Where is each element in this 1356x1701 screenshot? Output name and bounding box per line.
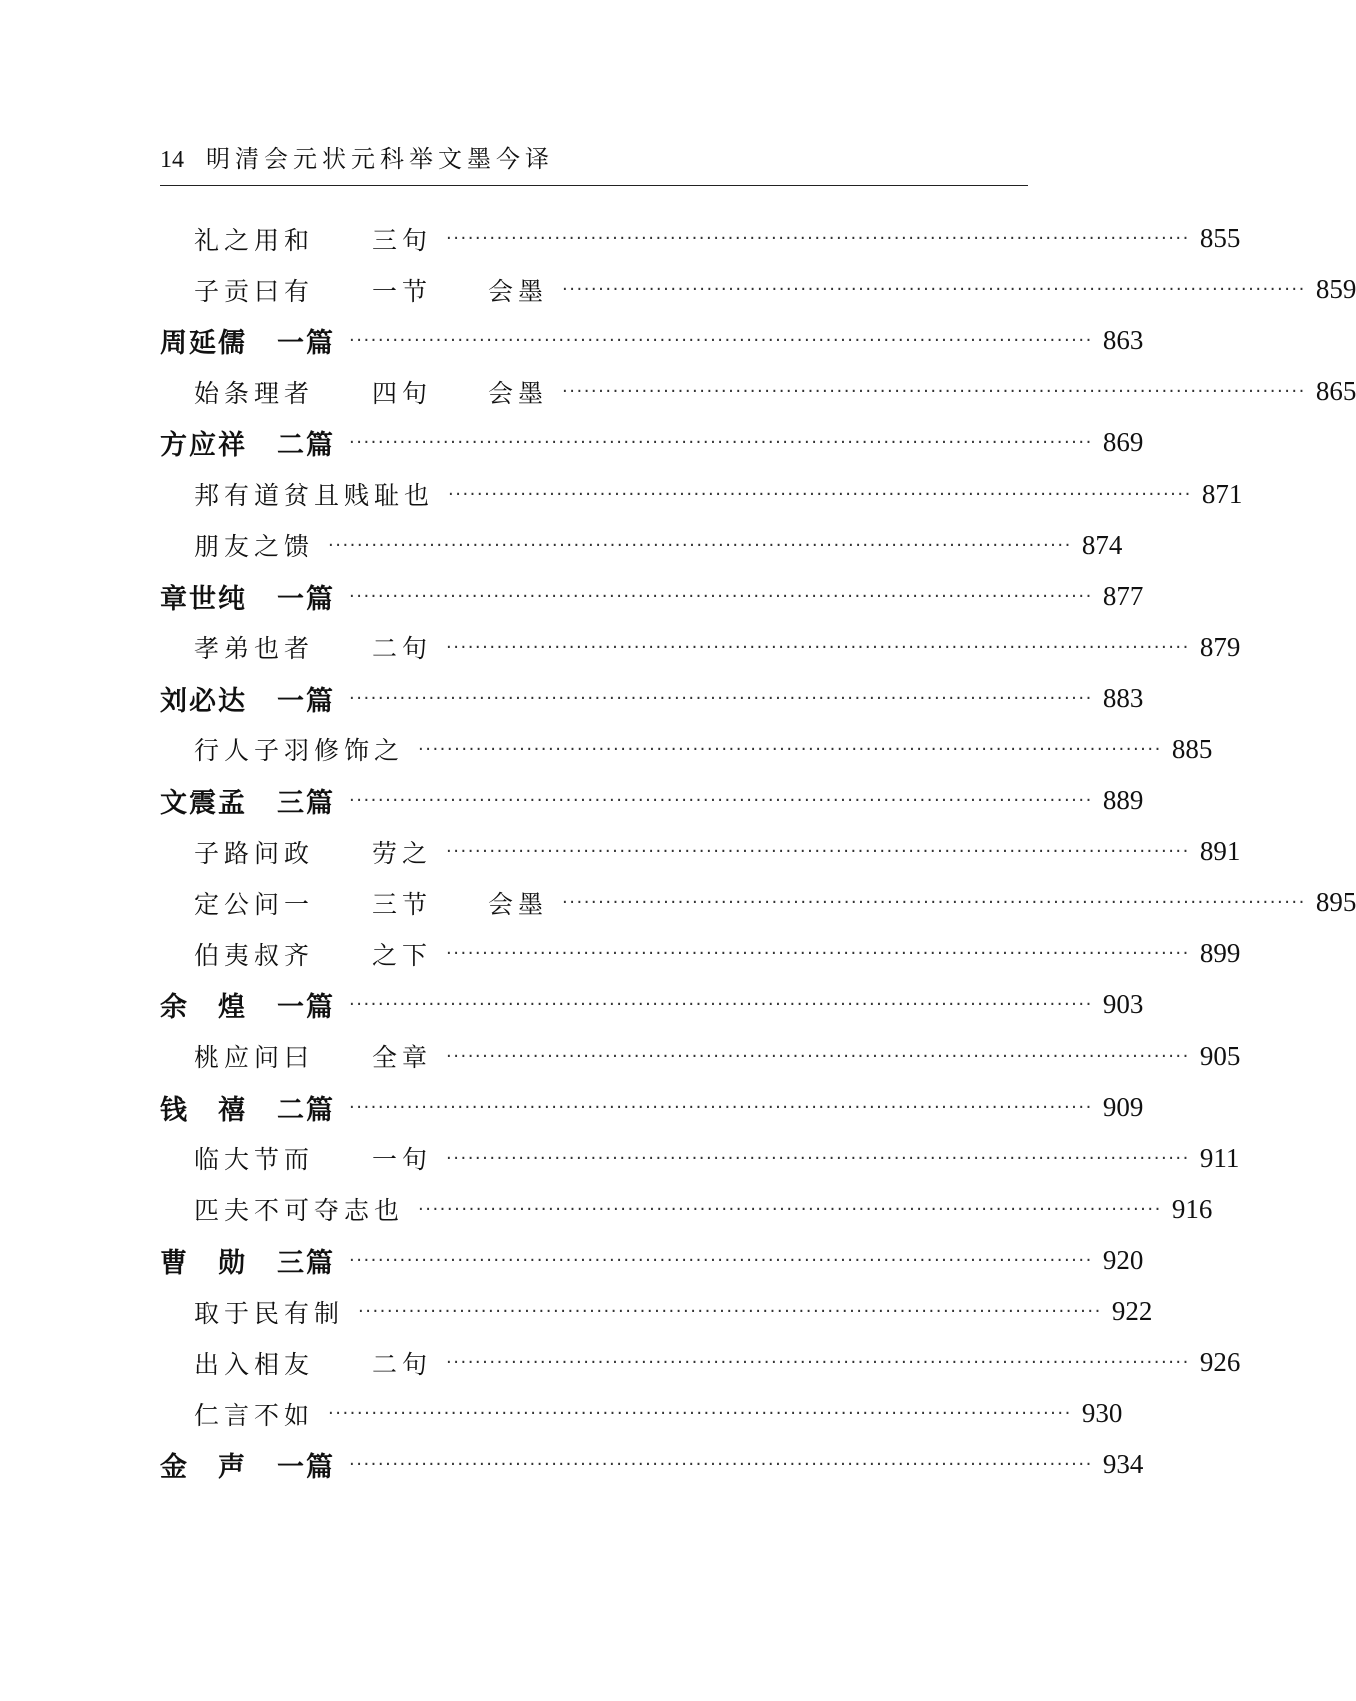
toc-entry-title xyxy=(160,834,432,870)
toc-entry-row[interactable] xyxy=(160,1031,1241,1082)
dot-leader: ······································································································· xyxy=(349,790,1093,812)
dot-leader: ······································································································· xyxy=(562,892,1306,914)
toc-page-number: 920 xyxy=(1102,1244,1144,1275)
toc-author-row[interactable] xyxy=(160,315,1144,366)
toc-entry-row[interactable] xyxy=(160,366,1356,417)
dot-leader: ······································································································· xyxy=(349,1454,1093,1476)
toc-title-segment: 四句 xyxy=(372,378,433,408)
toc-entry-row[interactable] xyxy=(160,1388,1123,1439)
toc-author-title xyxy=(160,423,335,462)
toc-entry-title xyxy=(160,1191,404,1227)
toc-title-segment: 始条理者 xyxy=(194,378,315,408)
toc-author-row[interactable] xyxy=(160,673,1144,724)
dot-leader: ······································································································· xyxy=(562,381,1306,403)
toc-title-segment: 仁言不如 xyxy=(194,1400,315,1430)
dot-leader: ······································································································· xyxy=(448,483,1192,505)
book-title: 明清会元状元科举文墨今译 xyxy=(206,145,554,173)
toc-title-segment: 二句 xyxy=(372,1349,433,1379)
toc-author-row[interactable] xyxy=(160,417,1144,468)
toc-title-segment: 朋友之馈 xyxy=(194,532,315,562)
dot-leader: ······································································································· xyxy=(349,687,1093,709)
toc-title-segment: 取于民有制 xyxy=(194,1298,345,1328)
dot-leader: ······································································································· xyxy=(446,636,1190,658)
toc-title-segment: 一篇 xyxy=(277,685,335,717)
toc-author-row[interactable] xyxy=(160,1439,1144,1490)
toc-title-segment: 一句 xyxy=(372,1145,433,1175)
dot-leader: ······································································································· xyxy=(349,1096,1093,1118)
toc-entry-row[interactable] xyxy=(160,1184,1213,1235)
toc-entry-title xyxy=(160,527,314,563)
dot-leader: ······································································································· xyxy=(349,432,1093,454)
toc-author-row[interactable] xyxy=(160,1235,1144,1286)
toc-title-segment: 孝弟也者 xyxy=(194,634,315,664)
toc-page-number: 855 xyxy=(1199,223,1241,254)
toc-page-number: 905 xyxy=(1199,1040,1241,1071)
toc-entry-row[interactable] xyxy=(160,264,1356,315)
header-rule xyxy=(160,185,1028,186)
toc-entry-row[interactable] xyxy=(160,520,1123,571)
toc-entry-title xyxy=(160,731,404,767)
toc-author-row[interactable] xyxy=(160,1082,1144,1133)
toc-entry-row[interactable] xyxy=(160,1133,1240,1184)
toc-entry-row[interactable] xyxy=(160,468,1243,519)
toc-title-segment: 礼之用和 xyxy=(194,225,315,255)
toc-author-title xyxy=(160,321,335,360)
toc-author-title xyxy=(160,985,335,1024)
toc-title-segment: 一节 xyxy=(372,276,433,306)
toc-title-segment: 三篇 xyxy=(277,788,335,820)
dot-leader: ······································································································· xyxy=(418,738,1162,760)
toc-author-title xyxy=(160,577,335,616)
toc-author-title xyxy=(160,679,335,718)
toc-title-segment: 会墨 xyxy=(488,889,549,919)
toc-page-number: 869 xyxy=(1102,427,1144,458)
toc-page-number: 911 xyxy=(1199,1142,1240,1173)
toc-page-number: 899 xyxy=(1199,938,1241,969)
toc-entry-row[interactable] xyxy=(160,213,1241,264)
toc-page-number: 871 xyxy=(1201,478,1243,509)
toc-title-segment: 金 声 xyxy=(160,1452,247,1484)
dot-leader: ······································································································· xyxy=(349,330,1093,352)
toc-title-segment: 会墨 xyxy=(488,276,549,306)
toc-page-number: 863 xyxy=(1102,325,1144,356)
running-header xyxy=(160,142,1028,177)
toc-title-segment: 会墨 xyxy=(488,378,549,408)
toc-title-segment: 子路问政 xyxy=(194,838,315,868)
toc-page-number: 883 xyxy=(1102,682,1144,713)
dot-leader: ······································································································· xyxy=(446,943,1190,965)
toc-entry-row[interactable] xyxy=(160,1337,1241,1388)
toc-entry-row[interactable] xyxy=(160,826,1241,877)
toc-entry-title xyxy=(160,885,548,921)
toc-page-number: 934 xyxy=(1102,1449,1144,1480)
toc-title-segment: 三句 xyxy=(372,225,433,255)
page-number: 14 xyxy=(160,147,184,173)
dot-leader: ······································································································· xyxy=(328,534,1072,556)
toc-title-segment: 匹夫不可夺志也 xyxy=(194,1196,405,1226)
toc-author-title xyxy=(160,781,335,820)
toc-entry-title xyxy=(160,1140,432,1176)
toc-title-segment: 余 煌 xyxy=(160,992,247,1024)
toc-author-title xyxy=(160,1241,335,1280)
toc-title-segment: 临大节而 xyxy=(194,1145,315,1175)
toc-entry-row[interactable] xyxy=(160,877,1356,928)
toc-title-segment: 桃应问曰 xyxy=(194,1043,315,1073)
toc-entry-title xyxy=(160,374,548,410)
toc-page-number: 874 xyxy=(1081,529,1123,560)
toc-title-segment: 章世纯 xyxy=(160,583,247,615)
table-of-contents xyxy=(160,213,1356,1490)
toc-entry-title xyxy=(160,1345,432,1381)
toc-entry-title xyxy=(160,476,434,512)
toc-page-number: 922 xyxy=(1111,1296,1153,1327)
dot-leader: ······································································································· xyxy=(418,1198,1162,1220)
toc-page-number: 903 xyxy=(1102,989,1144,1020)
toc-author-row[interactable] xyxy=(160,571,1144,622)
dot-leader: ······································································································· xyxy=(358,1301,1102,1323)
toc-title-segment: 一篇 xyxy=(277,992,335,1024)
toc-entry-title xyxy=(160,936,432,972)
toc-title-segment: 全章 xyxy=(372,1043,433,1073)
toc-entry-row[interactable] xyxy=(160,724,1213,775)
toc-title-segment: 子贡曰有 xyxy=(194,276,315,306)
toc-page-number: 865 xyxy=(1315,376,1356,407)
toc-title-segment: 邦有道贫且贱耻也 xyxy=(194,481,435,511)
toc-page-number: 889 xyxy=(1102,785,1144,816)
toc-entry-row[interactable] xyxy=(160,928,1241,979)
toc-title-segment: 钱 禧 xyxy=(160,1094,247,1126)
toc-page-number: 909 xyxy=(1102,1091,1144,1122)
toc-title-segment: 三篇 xyxy=(277,1247,335,1279)
toc-title-segment: 曹 勋 xyxy=(160,1247,247,1279)
toc-title-segment: 一篇 xyxy=(277,328,335,360)
dot-leader: ······································································································· xyxy=(446,228,1190,250)
toc-title-segment: 文震孟 xyxy=(160,788,247,820)
toc-page-number: 930 xyxy=(1081,1398,1123,1429)
toc-title-segment: 定公问一 xyxy=(194,889,315,919)
toc-title-segment: 刘必达 xyxy=(160,685,247,717)
toc-author-row[interactable] xyxy=(160,979,1144,1030)
toc-entry-title xyxy=(160,629,432,665)
dot-leader: ······································································································· xyxy=(349,585,1093,607)
toc-title-segment: 一篇 xyxy=(277,583,335,615)
dot-leader: ······································································································· xyxy=(446,1147,1190,1169)
toc-title-segment: 周延儒 xyxy=(160,328,247,360)
dot-leader: ······································································································· xyxy=(349,994,1093,1016)
toc-title-segment: 出入相友 xyxy=(194,1349,315,1379)
toc-title-segment: 劳之 xyxy=(372,838,433,868)
toc-page-number: 877 xyxy=(1102,580,1144,611)
toc-page-number: 916 xyxy=(1171,1193,1213,1224)
dot-leader: ······································································································· xyxy=(446,1352,1190,1374)
toc-title-segment: 方应祥 xyxy=(160,430,247,462)
toc-page-number: 885 xyxy=(1171,733,1213,764)
dot-leader: ······································································································· xyxy=(446,1045,1190,1067)
toc-title-segment: 伯夷叔齐 xyxy=(194,940,315,970)
dot-leader: ······································································································· xyxy=(349,1249,1093,1271)
toc-entry-title xyxy=(160,1294,344,1330)
toc-page-number: 891 xyxy=(1199,836,1241,867)
toc-title-segment: 二篇 xyxy=(277,1094,335,1126)
toc-page-number: 879 xyxy=(1199,631,1241,662)
toc-author-title xyxy=(160,1088,335,1127)
toc-page-number: 895 xyxy=(1315,887,1356,918)
toc-title-segment: 二句 xyxy=(372,634,433,664)
toc-author-title xyxy=(160,1445,335,1484)
toc-page-number: 926 xyxy=(1199,1347,1241,1378)
toc-title-segment: 一篇 xyxy=(277,1452,335,1484)
toc-title-segment: 行人子羽修饰之 xyxy=(194,736,405,766)
dot-leader: ······································································································· xyxy=(562,279,1306,301)
toc-author-row[interactable] xyxy=(160,775,1144,826)
toc-entry-title xyxy=(160,1038,432,1074)
toc-entry-row[interactable] xyxy=(160,1286,1153,1337)
toc-title-segment: 二篇 xyxy=(277,430,335,462)
dot-leader: ······································································································· xyxy=(328,1403,1072,1425)
toc-entry-title xyxy=(160,272,548,308)
toc-title-segment: 之下 xyxy=(372,940,433,970)
toc-entry-title xyxy=(160,221,432,257)
toc-page-number: 859 xyxy=(1315,274,1356,305)
toc-title-segment: 三节 xyxy=(372,889,433,919)
dot-leader: ······································································································· xyxy=(446,841,1190,863)
toc-entry-row[interactable] xyxy=(160,622,1241,673)
toc-entry-title xyxy=(160,1396,314,1432)
